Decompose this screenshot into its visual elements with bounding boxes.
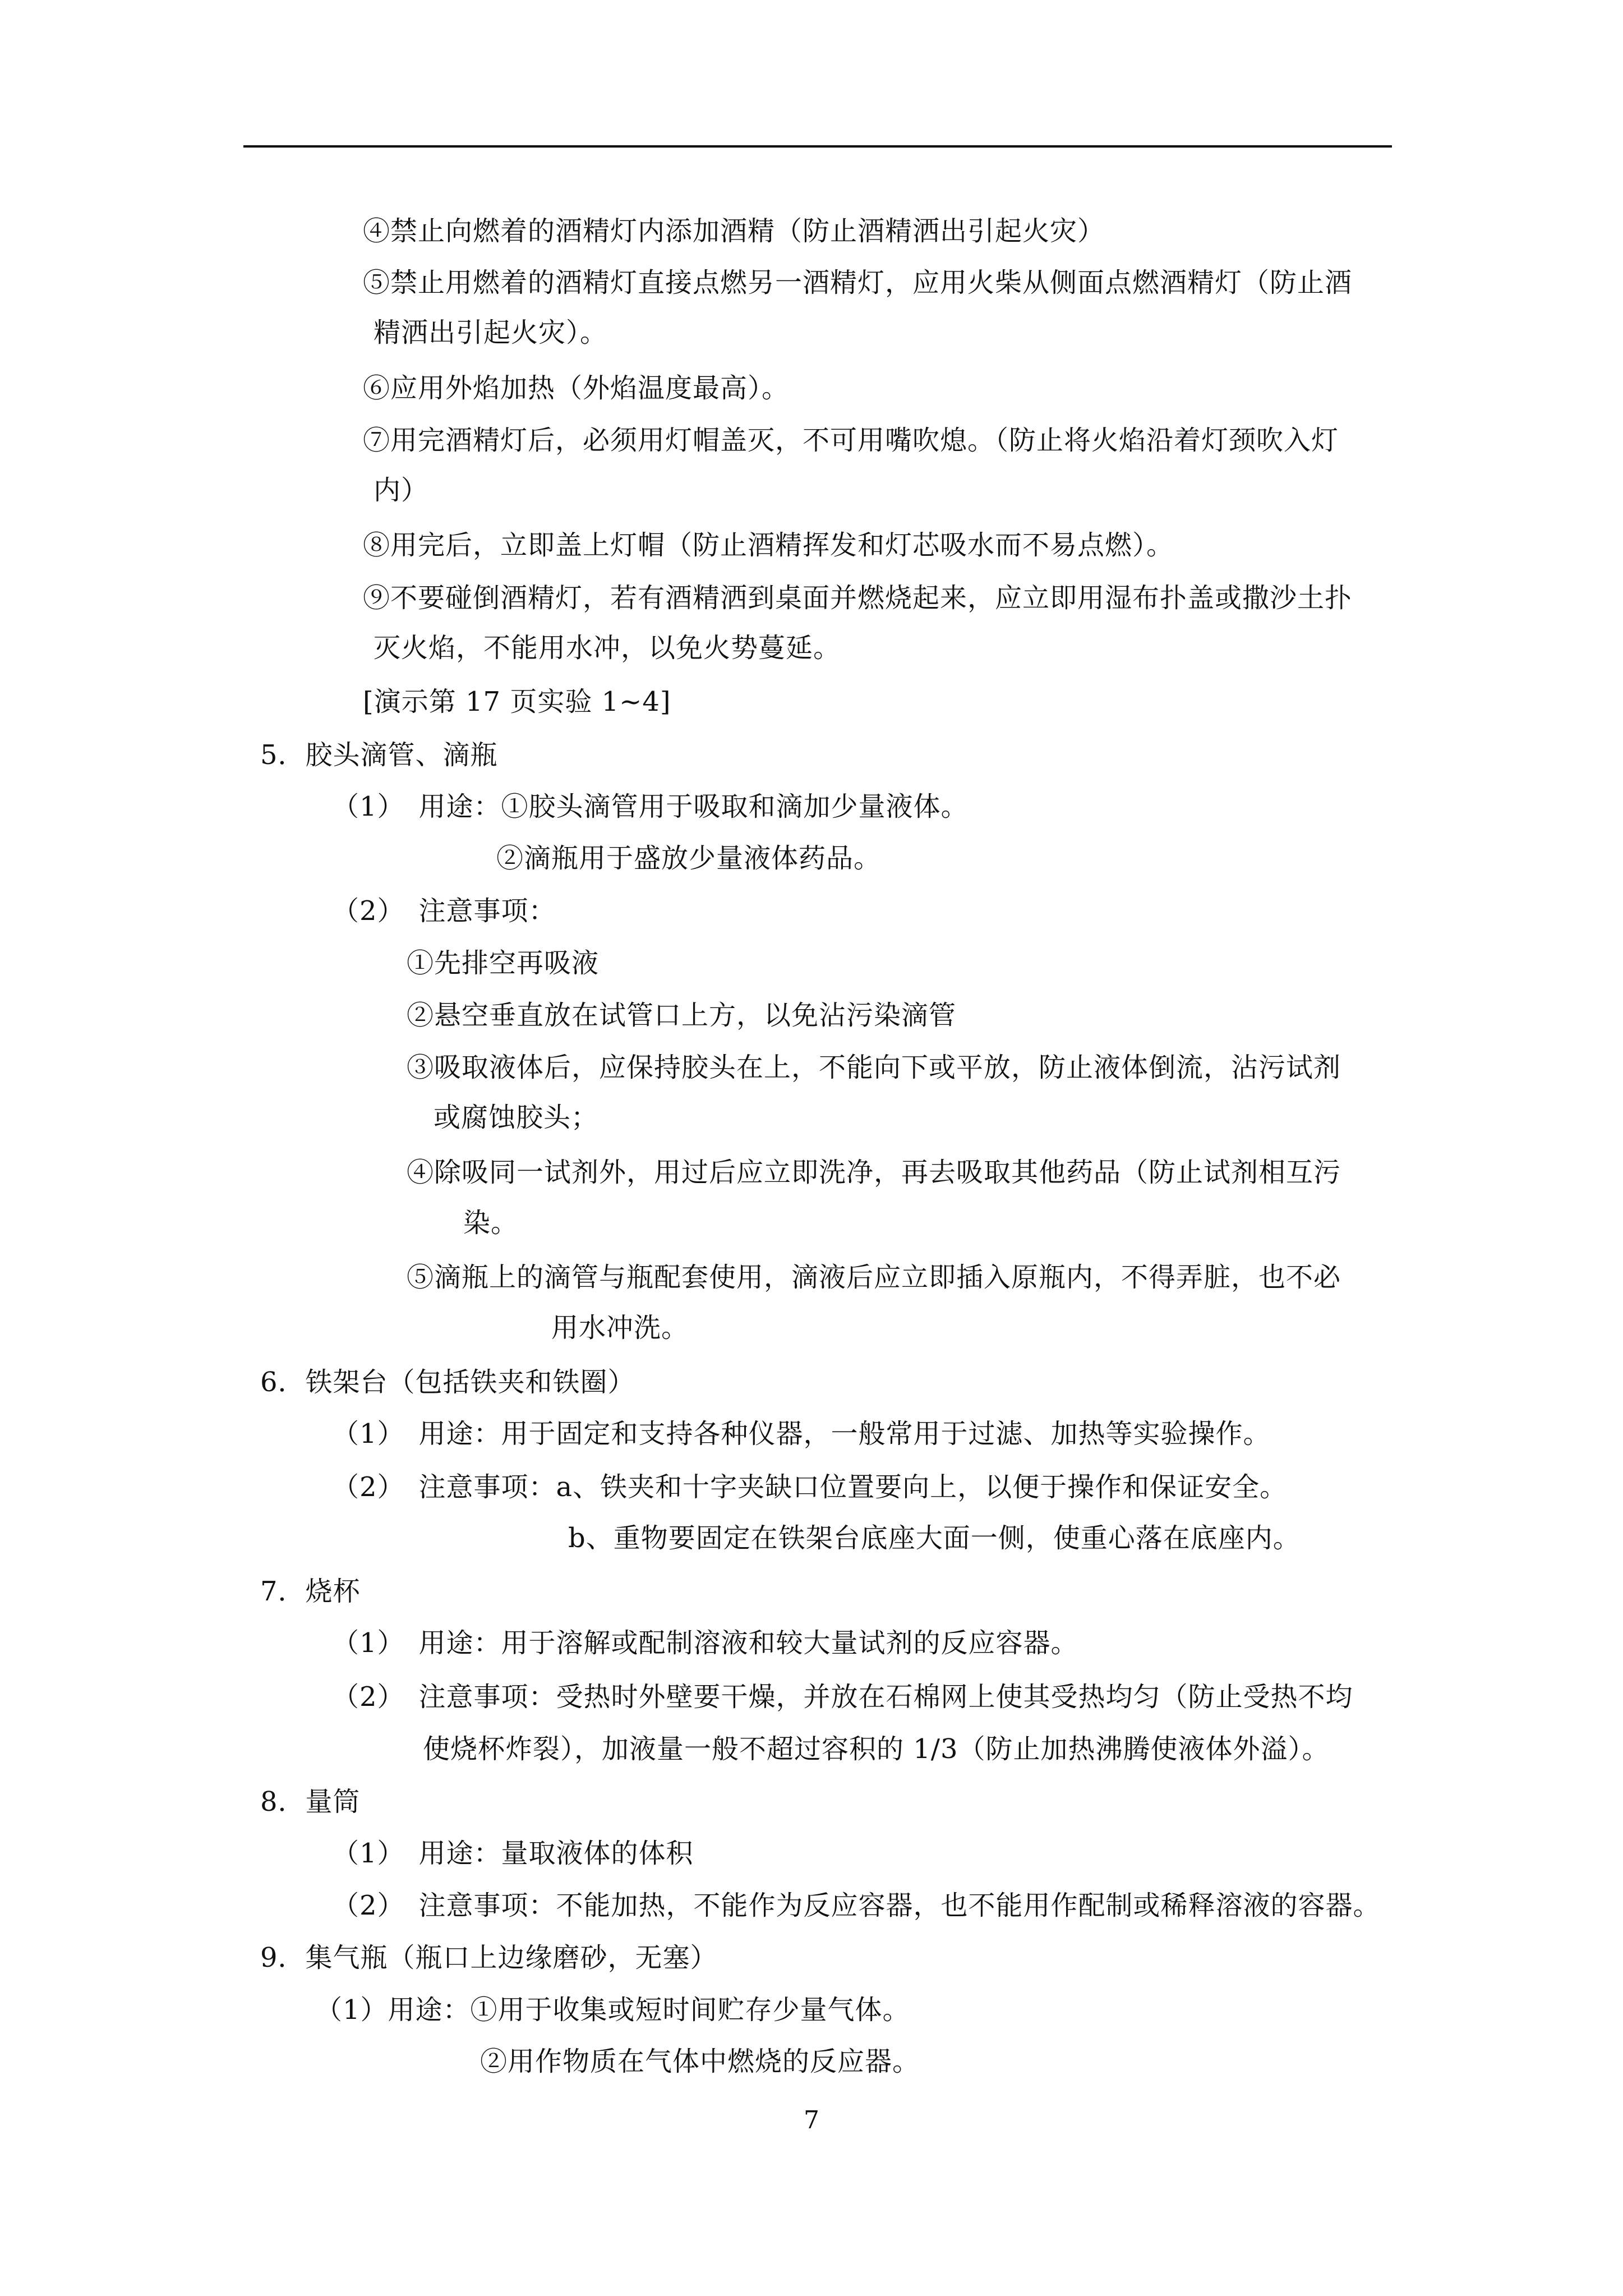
text-line: 内）	[374, 475, 429, 506]
text-line: [演示第 17 页实验 1~4]	[363, 686, 671, 717]
text-line: ②悬空垂直放在试管口上方，以免沾污染滴管	[407, 1000, 957, 1031]
text-line: （2） 注意事项：a、铁夹和十字夹缺口位置要向上，以便于操作和保证安全。	[332, 1471, 1288, 1503]
text-line: （1）用途：①用于收集或短时间贮存少量气体。	[315, 1994, 910, 2026]
text-line: ①先排空再吸液	[407, 947, 600, 979]
text-line: 精洒出引起火灾）。	[374, 317, 608, 348]
page-number: 7	[804, 2106, 819, 2134]
text-line: ②用作物质在气体中燃烧的反应器。	[480, 2046, 920, 2077]
text-line: （1） 用途：用于溶解或配制溶液和较大量试剂的反应容器。	[332, 1627, 1078, 1659]
text-line: 使烧杯炸裂），加液量一般不超过容积的 1/3（防止加热沸腾使液体外溢）。	[423, 1733, 1330, 1765]
text-line: 染。	[463, 1207, 519, 1239]
text-line: ④禁止向燃着的酒精灯内添加酒精（防止酒精洒出引起火灾）	[363, 215, 1105, 247]
text-line: b、重物要固定在铁架台底座大面一侧，使重心落在底座内。	[568, 1522, 1301, 1554]
text-line: ③吸取液体后，应保持胶头在上，不能向下或平放，防止液体倒流，沾污试剂	[407, 1052, 1341, 1083]
text-line: （1） 用途：①胶头滴管用于吸取和滴加少量液体。	[332, 791, 969, 822]
text-line: （1） 用途：用于固定和支持各种仪器，一般常用于过滤、加热等实验操作。	[332, 1418, 1271, 1450]
text-line: （2） 注意事项：不能加热，不能作为反应容器，也不能用作配制或稀释溶液的容器。	[332, 1890, 1381, 1921]
section-heading: 8．量筒	[260, 1786, 361, 1818]
text-line: （1） 用途：量取液体的体积	[332, 1838, 694, 1869]
section-heading: 7．烧杯	[260, 1576, 361, 1607]
text-line: ②滴瓶用于盛放少量液体药品。	[496, 843, 882, 874]
header-rule	[243, 145, 1392, 148]
text-line: （2） 注意事项：受热时外壁要干燥，并放在石棉网上使其受热均匀（防止受热不均	[332, 1681, 1353, 1713]
section-heading: 5．胶头滴管、滴瓶	[260, 739, 498, 771]
text-line: ⑤禁止用燃着的酒精灯直接点燃另一酒精灯，应用火柴从侧面点燃酒精灯（防止酒	[363, 267, 1353, 298]
section-heading: 9．集气瓶（瓶口上边缘磨砂，无塞）	[260, 1942, 718, 1973]
text-line: 用水冲洗。	[551, 1312, 689, 1343]
text-line: 灭火焰，不能用水冲，以免火势蔓延。	[374, 632, 841, 664]
text-line: （2） 注意事项：	[332, 895, 556, 927]
text-line: ④除吸同一试剂外，用过后应立即洗净，再去吸取其他药品（防止试剂相互污	[407, 1157, 1341, 1188]
text-line: ⑨不要碰倒酒精灯，若有酒精洒到桌面并燃烧起来，应立即用湿布扑盖或撒沙土扑	[363, 582, 1353, 614]
text-line: ⑧用完后，立即盖上灯帽（防止酒精挥发和灯芯吸水而不易点燃）。	[363, 530, 1174, 561]
section-heading: 6．铁架台（包括铁夹和铁圈）	[260, 1366, 635, 1398]
text-line: ⑤滴瓶上的滴管与瓶配套使用，滴液后应立即插入原瓶内，不得弄脏，也不必	[407, 1262, 1341, 1293]
text-line: ⑦用完酒精灯后，必须用灯帽盖灭，不可用嘴吹熄。（防止将火焰沿着灯颈吹入灯	[363, 425, 1339, 456]
text-line: 或腐蚀胶头；	[434, 1102, 599, 1133]
text-line: ⑥应用外焰加热（外焰温度最高）。	[363, 372, 790, 404]
